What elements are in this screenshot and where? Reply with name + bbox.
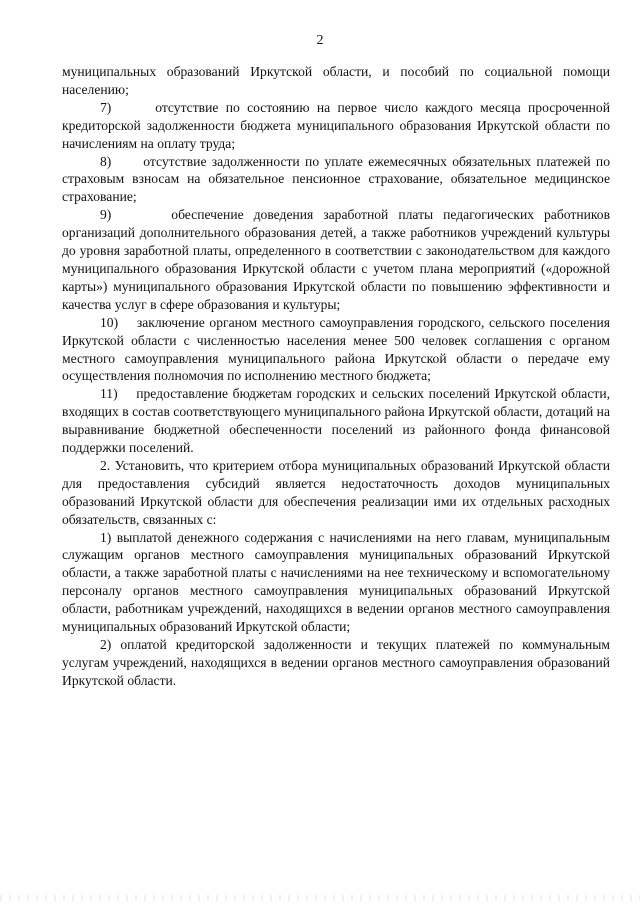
page-number: 2 bbox=[316, 33, 324, 48]
scan-noise-strip bbox=[0, 895, 640, 901]
paragraph-item-10: 10) заключение органом местного самоуправления городского, сельского поселения Иркутской области с численностью населения менее 500 человек соглашения с органом местного самоуправления муниципального района Иркутской области о передаче ему осуществления полномочия по исполнению местного бюджета; bbox=[62, 314, 610, 384]
paragraph-subitem-1: 1) выплатой денежного содержания с начислениями на него главам, муниципальным служащим органов местного самоуправления муниципальных образований Иркутской области, а также заработной платы с начислениями на нее техническому и вспомогательному персоналу органов местного самоуправления муниципальных образований Иркутской области, работникам учреждений, находящихся в ведении органов местного самоуправления муниципальных образований Иркутской области; bbox=[62, 529, 610, 635]
document-body bbox=[62, 63, 610, 690]
paragraph-item-9: 9) обеспечение доведения заработной платы педагогических работников организаций дополнительного образования детей, а также работников учреждений культуры до уровня заработной платы, определенного в соответствии с законодательством для каждого муниципального образования Иркутской области с учетом плана мероприятий («дорожной карты») муниципального образования Иркутской области по повышению эффективности и качества услуг в сфере образования и культуры; bbox=[62, 207, 610, 312]
paragraph-section-2: 2. Установить, что критерием отбора муниципальных образований Иркутской области для предоставления субсидий является недостаточность доходов муниципальных образований Иркутской области для обеспечения реализации ими их отдельных расходных обязательств, связанных с: bbox=[62, 457, 610, 527]
paragraph-item-11: 11) предоставление бюджетам городских и сельских поселений Иркутской области, входящих в состав соответствующего муниципального района Иркутской области, дотаций на выравнивание бюджетной обеспеченности поселений из районного фонда финансовой поддержки поселений. bbox=[62, 386, 610, 456]
paragraph-item-7: 7) отсутствие по состоянию на первое число каждого месяца просроченной кредиторской задолженности бюджета муниципального образования Иркутской области по начислениям на оплату труда; bbox=[62, 99, 610, 151]
paragraph-item-8: 8) отсутствие задолженности по уплате ежемесячных обязательных платежей по страховым взносам на обязательное пенсионное страхование, обязательное медицинское страхование; bbox=[62, 153, 610, 205]
paragraph-subitem-2: 2) оплатой кредиторской задолженности и текущих платежей по коммунальным услугам учреждений, находящихся в ведении органов местного самоуправления образований Иркутской области. bbox=[62, 637, 610, 688]
paragraph-continuation: муниципальных образований Иркутской области, и пособий по социальной помощи населению; bbox=[62, 64, 610, 97]
